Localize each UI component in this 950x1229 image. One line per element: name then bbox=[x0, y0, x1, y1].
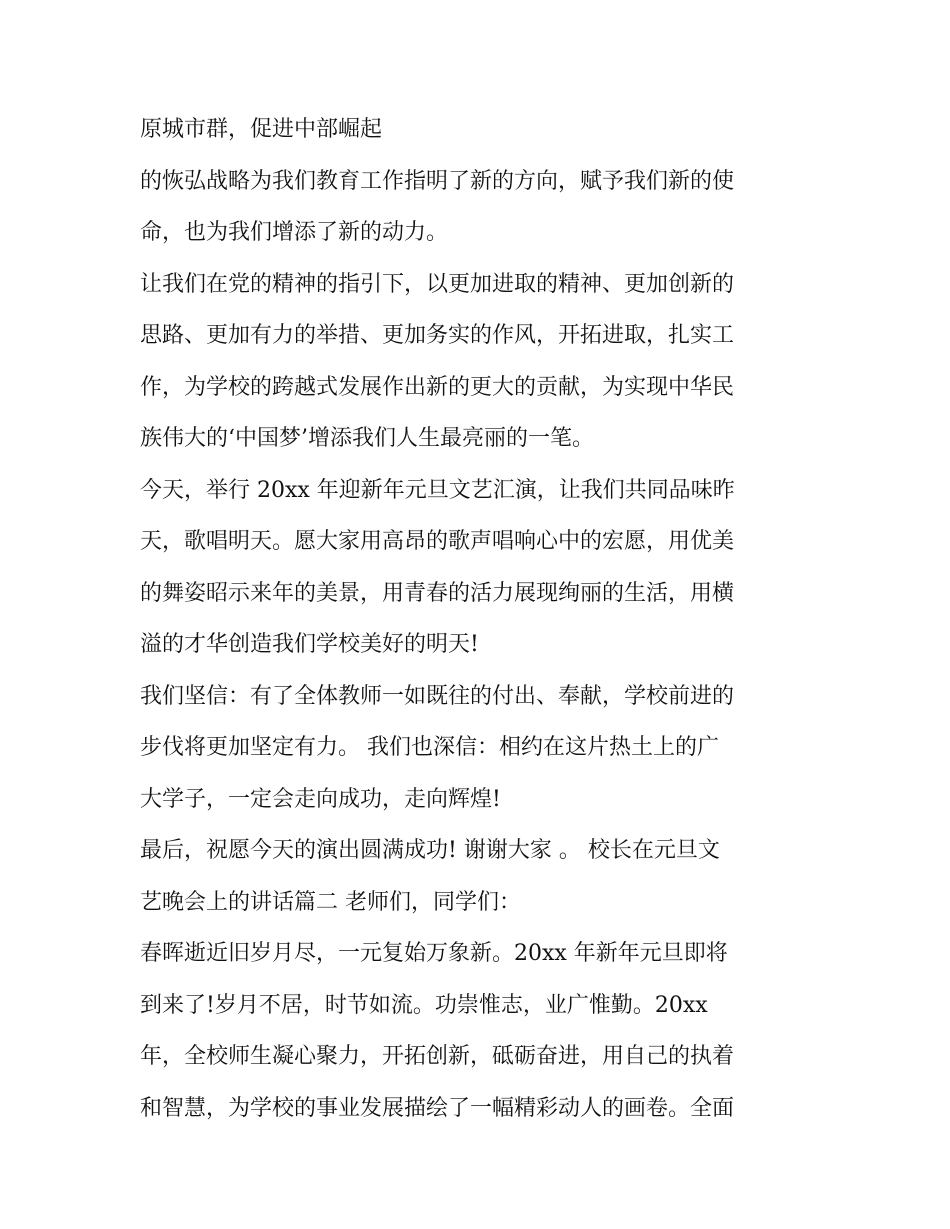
text-line: 今天，举行 20xx 年迎新年元旦文艺汇演，让我们共同品味昨 bbox=[140, 477, 735, 503]
document-body bbox=[140, 108, 820, 1138]
text-line: 思路、更加有力的举措、更加务实的作风，开拓进取，扎实工 bbox=[140, 323, 735, 348]
text-line: 大学子，一定会走向成功，走向辉煌! bbox=[140, 786, 501, 812]
text-line: 让我们在党的精神的指引下，以更加进取的精神、更加创新的 bbox=[140, 271, 735, 297]
text-line: 作，为学校的跨越式发展作出新的更大的贡献，为实现中华民 bbox=[140, 374, 735, 400]
text-line: 我们坚信：有了全体教师一如既往的付出、奉献，学校前进的 bbox=[140, 683, 735, 709]
text-line: 春晖逝近旧岁月尽，一元复始万象新。20xx 年新年元旦即将 bbox=[140, 941, 728, 966]
text-line: 最后，祝愿今天的演出圆满成功! 谢谢大家 。 校长在元旦文 bbox=[140, 838, 720, 863]
text-line: 的舞姿昭示来年的美景，用青春的活力展现绚丽的生活，用横 bbox=[140, 580, 735, 606]
text-line: 命，也为我们增添了新的动力。 bbox=[140, 220, 449, 245]
text-line: 艺晚会上的讲话篇二 老师们，同学们： bbox=[140, 889, 521, 915]
text-line: 和智慧，为学校的事业发展描绘了一幅精彩动人的画卷。全面 bbox=[140, 1095, 735, 1121]
text-line: 的恢弘战略为我们教育工作指明了新的方向，赋予我们新的使 bbox=[140, 168, 735, 194]
text-line: 原城市群，促进中部崛起 bbox=[140, 117, 383, 142]
text-line: 天，歌唱明天。愿大家用高昂的歌声唱响心中的宏愿，用优美 bbox=[140, 529, 735, 554]
text-line: 步伐将更加坚定有力。 我们也深信：相约在这片热土上的广 bbox=[140, 735, 719, 760]
text-line: 年，全校师生凝心聚力，开拓创新，砥砺奋进，用自己的执着 bbox=[140, 1044, 735, 1069]
text-line: 族伟大的‘中国梦’增添我们人生最亮丽的一笔。 bbox=[140, 426, 594, 451]
text-line: 溢的才华创造我们学校美好的明天! bbox=[140, 632, 479, 657]
text-line: 到来了!岁月不居，时节如流。功崇惟志，业广惟勤。20xx bbox=[140, 992, 708, 1018]
